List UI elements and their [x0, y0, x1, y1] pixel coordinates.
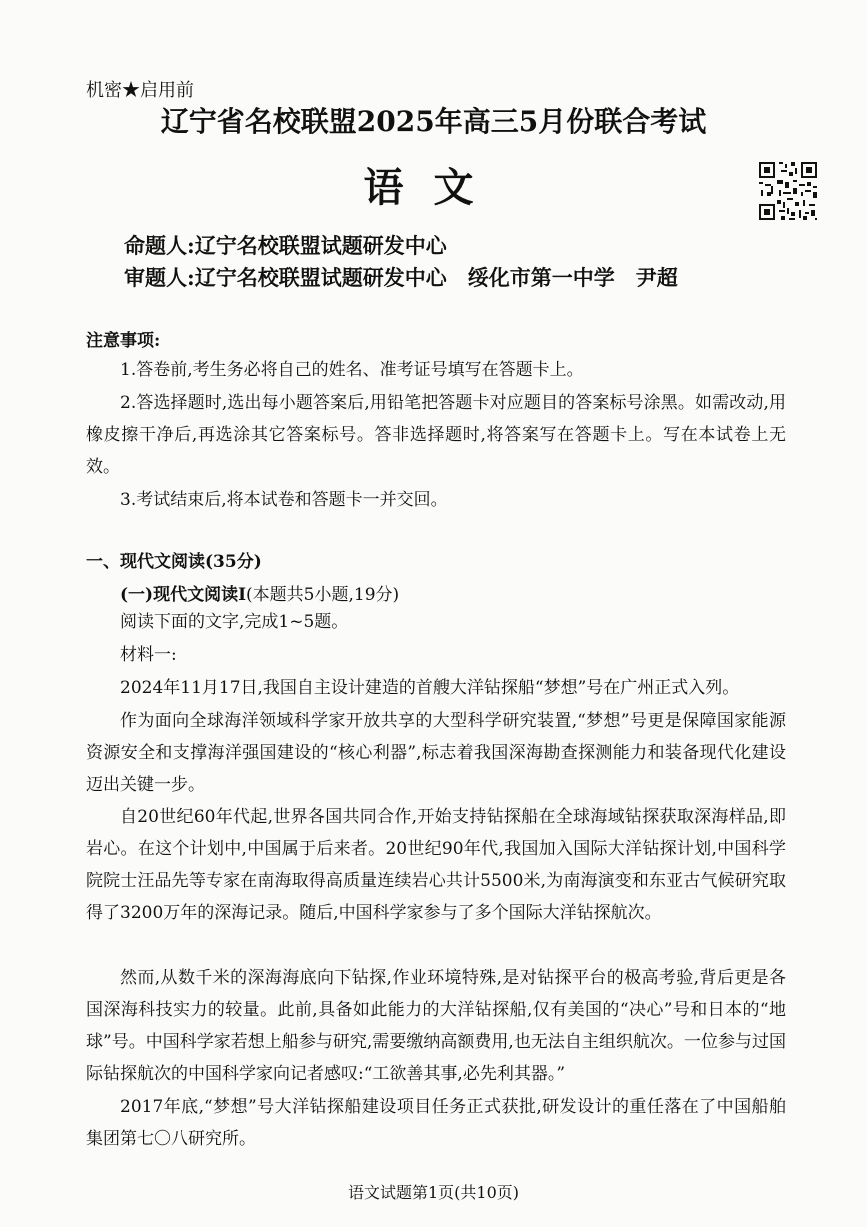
- qr-code-icon: [757, 160, 819, 222]
- reading-instruction: 阅读下面的文字,完成1~5题。: [120, 612, 349, 632]
- subject-title: 语文: [363, 164, 504, 211]
- section-heading: 一、现代文阅读(35分): [86, 552, 262, 572]
- notice-item-1: 1.答卷前,考生务必将自己的姓名、准考证号填写在答题卡上。: [120, 360, 584, 380]
- sub-section-title: (一)现代文阅读Ⅰ: [120, 585, 247, 605]
- question-reviewer: 审题人:辽宁名校联盟试题研发中心 绥化市第一中学 尹超: [124, 265, 678, 290]
- sub-section-heading: [120, 580, 399, 605]
- passage-paragraph-2: 作为面向全球海洋领域科学家开放共享的大型科学研究装置,“梦想”号更是保障国家能源资源安全和支撑海洋强国建设的“核心利器”,标志着我国深海勘查探测能力和装备现代化建设迈出关键一步。: [86, 711, 786, 795]
- notice-item-2: 2.答选择题时,选出每小题答案后,用铅笔把答题卡对应题目的答案标号涂黑。如需改动,用橡皮擦干净后,再选涂其它答案标号。答非选择题时,将答案写在答题卡上。写在本试卷上无效。: [86, 393, 786, 477]
- notice-item-3: 3.考试结束后,将本试卷和答题卡一并交回。: [120, 490, 448, 510]
- question-setter: 命题人:辽宁名校联盟试题研发中心: [124, 233, 447, 258]
- passage-paragraph-5: 2017年底,“梦想”号大洋钻探船建设项目任务正式获批,研发设计的重任落在了中国船舶集团第七〇八研究所。: [86, 1097, 786, 1149]
- material-label: 材料一:: [120, 645, 177, 665]
- exam-title: 辽宁省名校联盟2025年高三5月份联合考试: [160, 105, 707, 138]
- confidential-label: 机密★启用前: [86, 80, 194, 101]
- page-footer: 语文试题第1页(共10页): [347, 1183, 520, 1202]
- notice-heading: 注意事项:: [86, 331, 161, 351]
- passage-paragraph-3: 自20世纪60年代起,世界各国共同合作,开始支持钻探船在全球海域钻探获取深海样品,即岩心。在这个计划中,中国属于后来者。20世纪90年代,我国加入国际大洋钻探计划,中国科学院院士汪品先等专家在南海取得高质量连续岩心共计5500米,为南海演变和东亚古气候研究取得了3200万年的深海记录。随后,中国科学家参与了多个国际大洋钻探航次。: [86, 807, 786, 923]
- sub-section-score: (本题共5小题,19分): [246, 585, 400, 605]
- passage-paragraph-1: 2024年11月17日,我国自主设计建造的首艘大洋钻探船“梦想”号在广州正式入列。: [120, 678, 740, 698]
- passage-paragraph-4: 然而,从数千米的深海海底向下钻探,作业环境特殊,是对钻探平台的极高考验,背后更是各国深海科技实力的较量。此前,具备如此能力的大洋钻探船,仅有美国的“决心”号和日本的“地球”号。中国科学家若想上船参与研究,需要缴纳高额费用,也无法自主组织航次。一位参与过国际钻探航次的中国科学家向记者感叹:“工欲善其事,必先利其器。”: [86, 968, 786, 1084]
